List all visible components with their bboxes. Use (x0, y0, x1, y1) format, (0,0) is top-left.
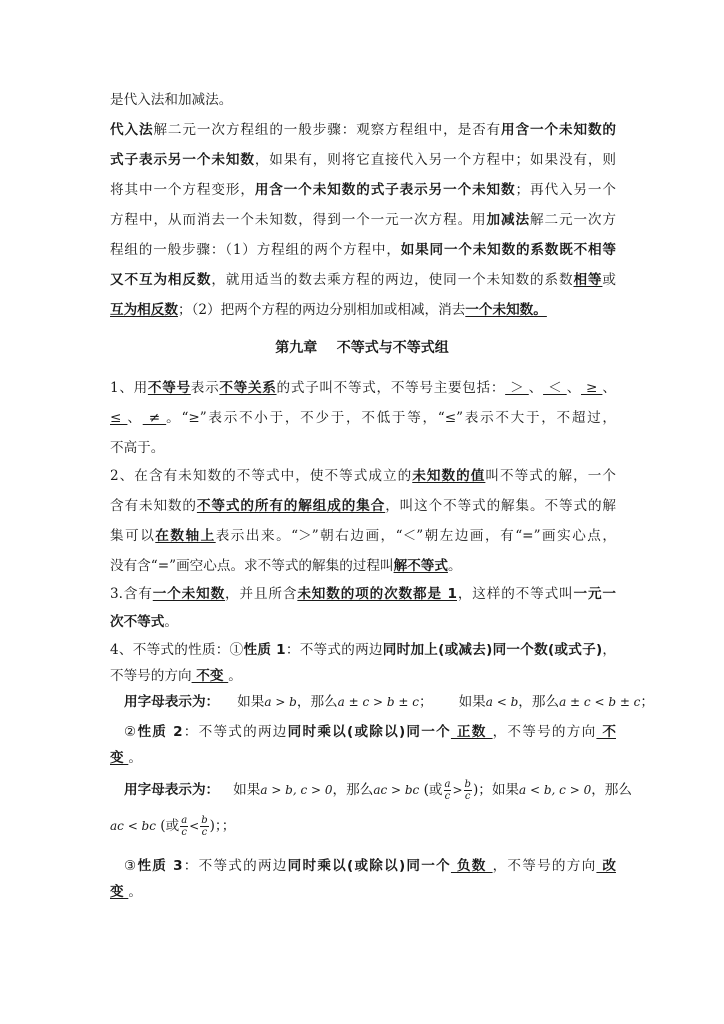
text-line: 3.含有一个未知数，并且所含未知数的项的次数都是 1，这样的不等式叫一元一 (110, 586, 617, 602)
text-line: ③性质 3：不等式的两边同时乘以(或除以)同一个 负数 ，不等号的方向 改 (124, 858, 616, 874)
chapter-title: 第九章 不等式与不等式组 (275, 340, 449, 356)
text-line: 不等号的方向 不变 。 (110, 668, 242, 684)
text-line: 式子表示另一个未知数，如果有，则将它直接代入另一个方程中；如果没有，则 (110, 152, 617, 168)
text-line: 2、在含有未知数的不等式中，使不等式成立的未知数的值叫不等式的解，一个 (110, 468, 617, 484)
text-line: 方程中，从而消去一个未知数，得到一个一元一次方程。用加减法解二元一次方 (110, 212, 617, 228)
text-line: ≤ 、 ≠ 。“≥”表示不小于，不少于，不低于等，“≤”表示不大于，不超过， (110, 410, 617, 426)
formula-line: ac < bc (或 $\frac{a}{c}$ < $\frac{b}{c}$ )；； (110, 815, 236, 838)
formula-line: 用字母表示为： 如果a > b, c > 0，那么ac > bc (或 $\frac{a}{c}$ > $\frac{b}{c}$ )；如果a < b, c > 0，那么 (124, 779, 632, 802)
text-line: 集可以在数轴上表示出来。“＞”朝右边画，“＜”朝左边画，有“=”画实心点， (110, 528, 617, 544)
text-line: 程组的一般步骤：（1）方程组的两个方程中，如果同一个未知数的系数既不相等 (110, 242, 616, 258)
formula-line: 用字母表示为： 如果a > b，那么a ± c > b ± c； 如果a < b，那么a ± c < b ± c； (124, 694, 654, 710)
text-line: 代入法解二元一次方程组的一般步骤：观察方程组中，是否有用含一个未知数的 (110, 122, 617, 138)
text-line: 次不等式。 (110, 614, 178, 630)
text-line: 没有含“=”画空心点。求不等式的解集的过程叫解不等式。 (110, 558, 462, 574)
text-line: 变 。 (110, 884, 142, 900)
text-line: 不高于。 (110, 440, 165, 456)
text-line: 4、不等式的性质：①性质 1：不等式的两边同时加上(或减去)同一个数(或式子)， (110, 642, 616, 658)
text-line: 是代入法和加减法。 (110, 92, 233, 108)
text-line: ②性质 2：不等式的两边同时乘以(或除以)同一个 正数 ，不等号的方向 不 (124, 724, 616, 740)
text-line: 变 。 (110, 750, 142, 766)
text-line: 1、用不等号表示不等关系的式子叫不等式，不等号主要包括： ＞ 、 ＜ 、 ≥ 、 (110, 380, 616, 396)
text-line: 又不互为相反数，就用适当的数去乘方程的两边，使同一个未知数的系数相等或 (110, 272, 617, 288)
text-line: 含有未知数的不等式的所有的解组成的集合，叫这个不等式的解集。不等式的解 (110, 498, 617, 514)
text-line: 互为相反数；（2）把两个方程的两边分别相加或相减，消去一个未知数。 (110, 302, 547, 318)
text-line: 将其中一个方程变形，用含一个未知数的式子表示另一个未知数；再代入另一个 (110, 182, 617, 198)
